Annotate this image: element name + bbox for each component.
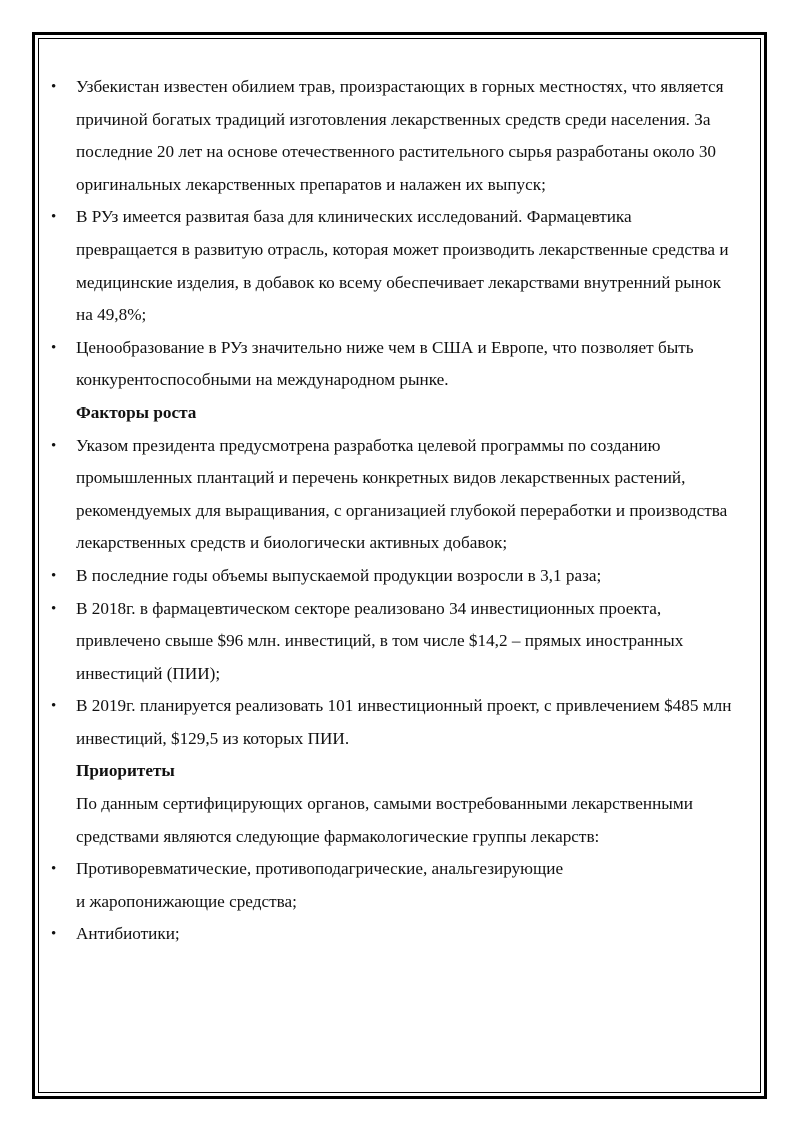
- list-item-text: Указом президента предусмотрена разработка целевой программы по созданию промышленных плантаций и перечень конкретных видов лекарственных растений, рекомендуемых для выращивания, с организацией глубокой переработки и производства лекарственных средств и биологически активных добавок;: [76, 435, 728, 553]
- list-item-text-line-1: Противоревматические, противоподагрические, анальгезирующие: [76, 859, 564, 879]
- list-item: [51, 593, 736, 691]
- list-item: [51, 332, 736, 397]
- list-item: [51, 918, 736, 951]
- bullet-icon: •: [51, 437, 57, 454]
- list-item: [51, 71, 736, 201]
- section-heading-growth: Факторы роста: [76, 402, 197, 422]
- list-item-text: Ценообразование в РУз значительно ниже чем в США и Европе, что позволяет быть конкурентоспособными на международном рынке.: [76, 337, 694, 390]
- list-item-text: В последние годы объемы выпускаемой продукции возросли в 3,1 раза;: [76, 565, 602, 585]
- list-item-text: Антибиотики;: [76, 924, 180, 944]
- bullet-icon: •: [51, 79, 57, 95]
- priorities-intro-paragraph: По данным сертифицирующих органов, самыми востребованными лекарственными средствами являются следующие фармакологические группы лекарств:: [76, 794, 693, 846]
- bullet-icon: •: [51, 339, 57, 356]
- document-body: [51, 71, 736, 951]
- list-item-text: В 2018г. в фармацевтическом секторе реализовано 34 инвестиционных проекта, привлечено свыше $96 млн. инвестиций, в том числе $14,2 – прямых иностранных инвестиций (ПИИ);: [76, 598, 684, 683]
- list-item: [51, 430, 736, 560]
- bullet-icon: •: [51, 209, 57, 226]
- bullet-icon: •: [51, 600, 57, 617]
- list-item: [51, 853, 736, 918]
- list-item-text: В РУз имеется развитая база для клинических исследований. Фармацевтика превращается в развитую отрасль, которая может производить лекарственные средства и медицинские изделия, в добавок ко всему обеспечивает лекарствами внутренний рынок на 49,8%;: [76, 207, 729, 325]
- bullet-icon: •: [51, 698, 57, 715]
- section-heading-priorities: Приоритеты: [76, 761, 175, 781]
- list-item-text: В 2019г. планируется реализовать 101 инвестиционный проект, с привлечением $485 млн инвестиций, $129,5 из которых ПИИ.: [76, 696, 732, 748]
- list-item: [51, 690, 736, 755]
- list-item: [51, 560, 736, 593]
- list-item: [51, 201, 736, 331]
- bullet-icon: •: [51, 861, 57, 878]
- bullet-icon: •: [51, 926, 57, 943]
- list-item-text-line-2: и жаропонижающие средства;: [76, 891, 297, 911]
- bullet-icon: •: [51, 567, 57, 584]
- list-item-text: Узбекистан известен обилием трав, произрастающих в горных местностях, что является причиной богатых традиций изготовления лекарственных средств среди населения. За последние 20 лет на основе отечественного растительного сырья разработаны около 30 оригинальных лекарственных препаратов и налажен их выпуск;: [76, 77, 724, 194]
